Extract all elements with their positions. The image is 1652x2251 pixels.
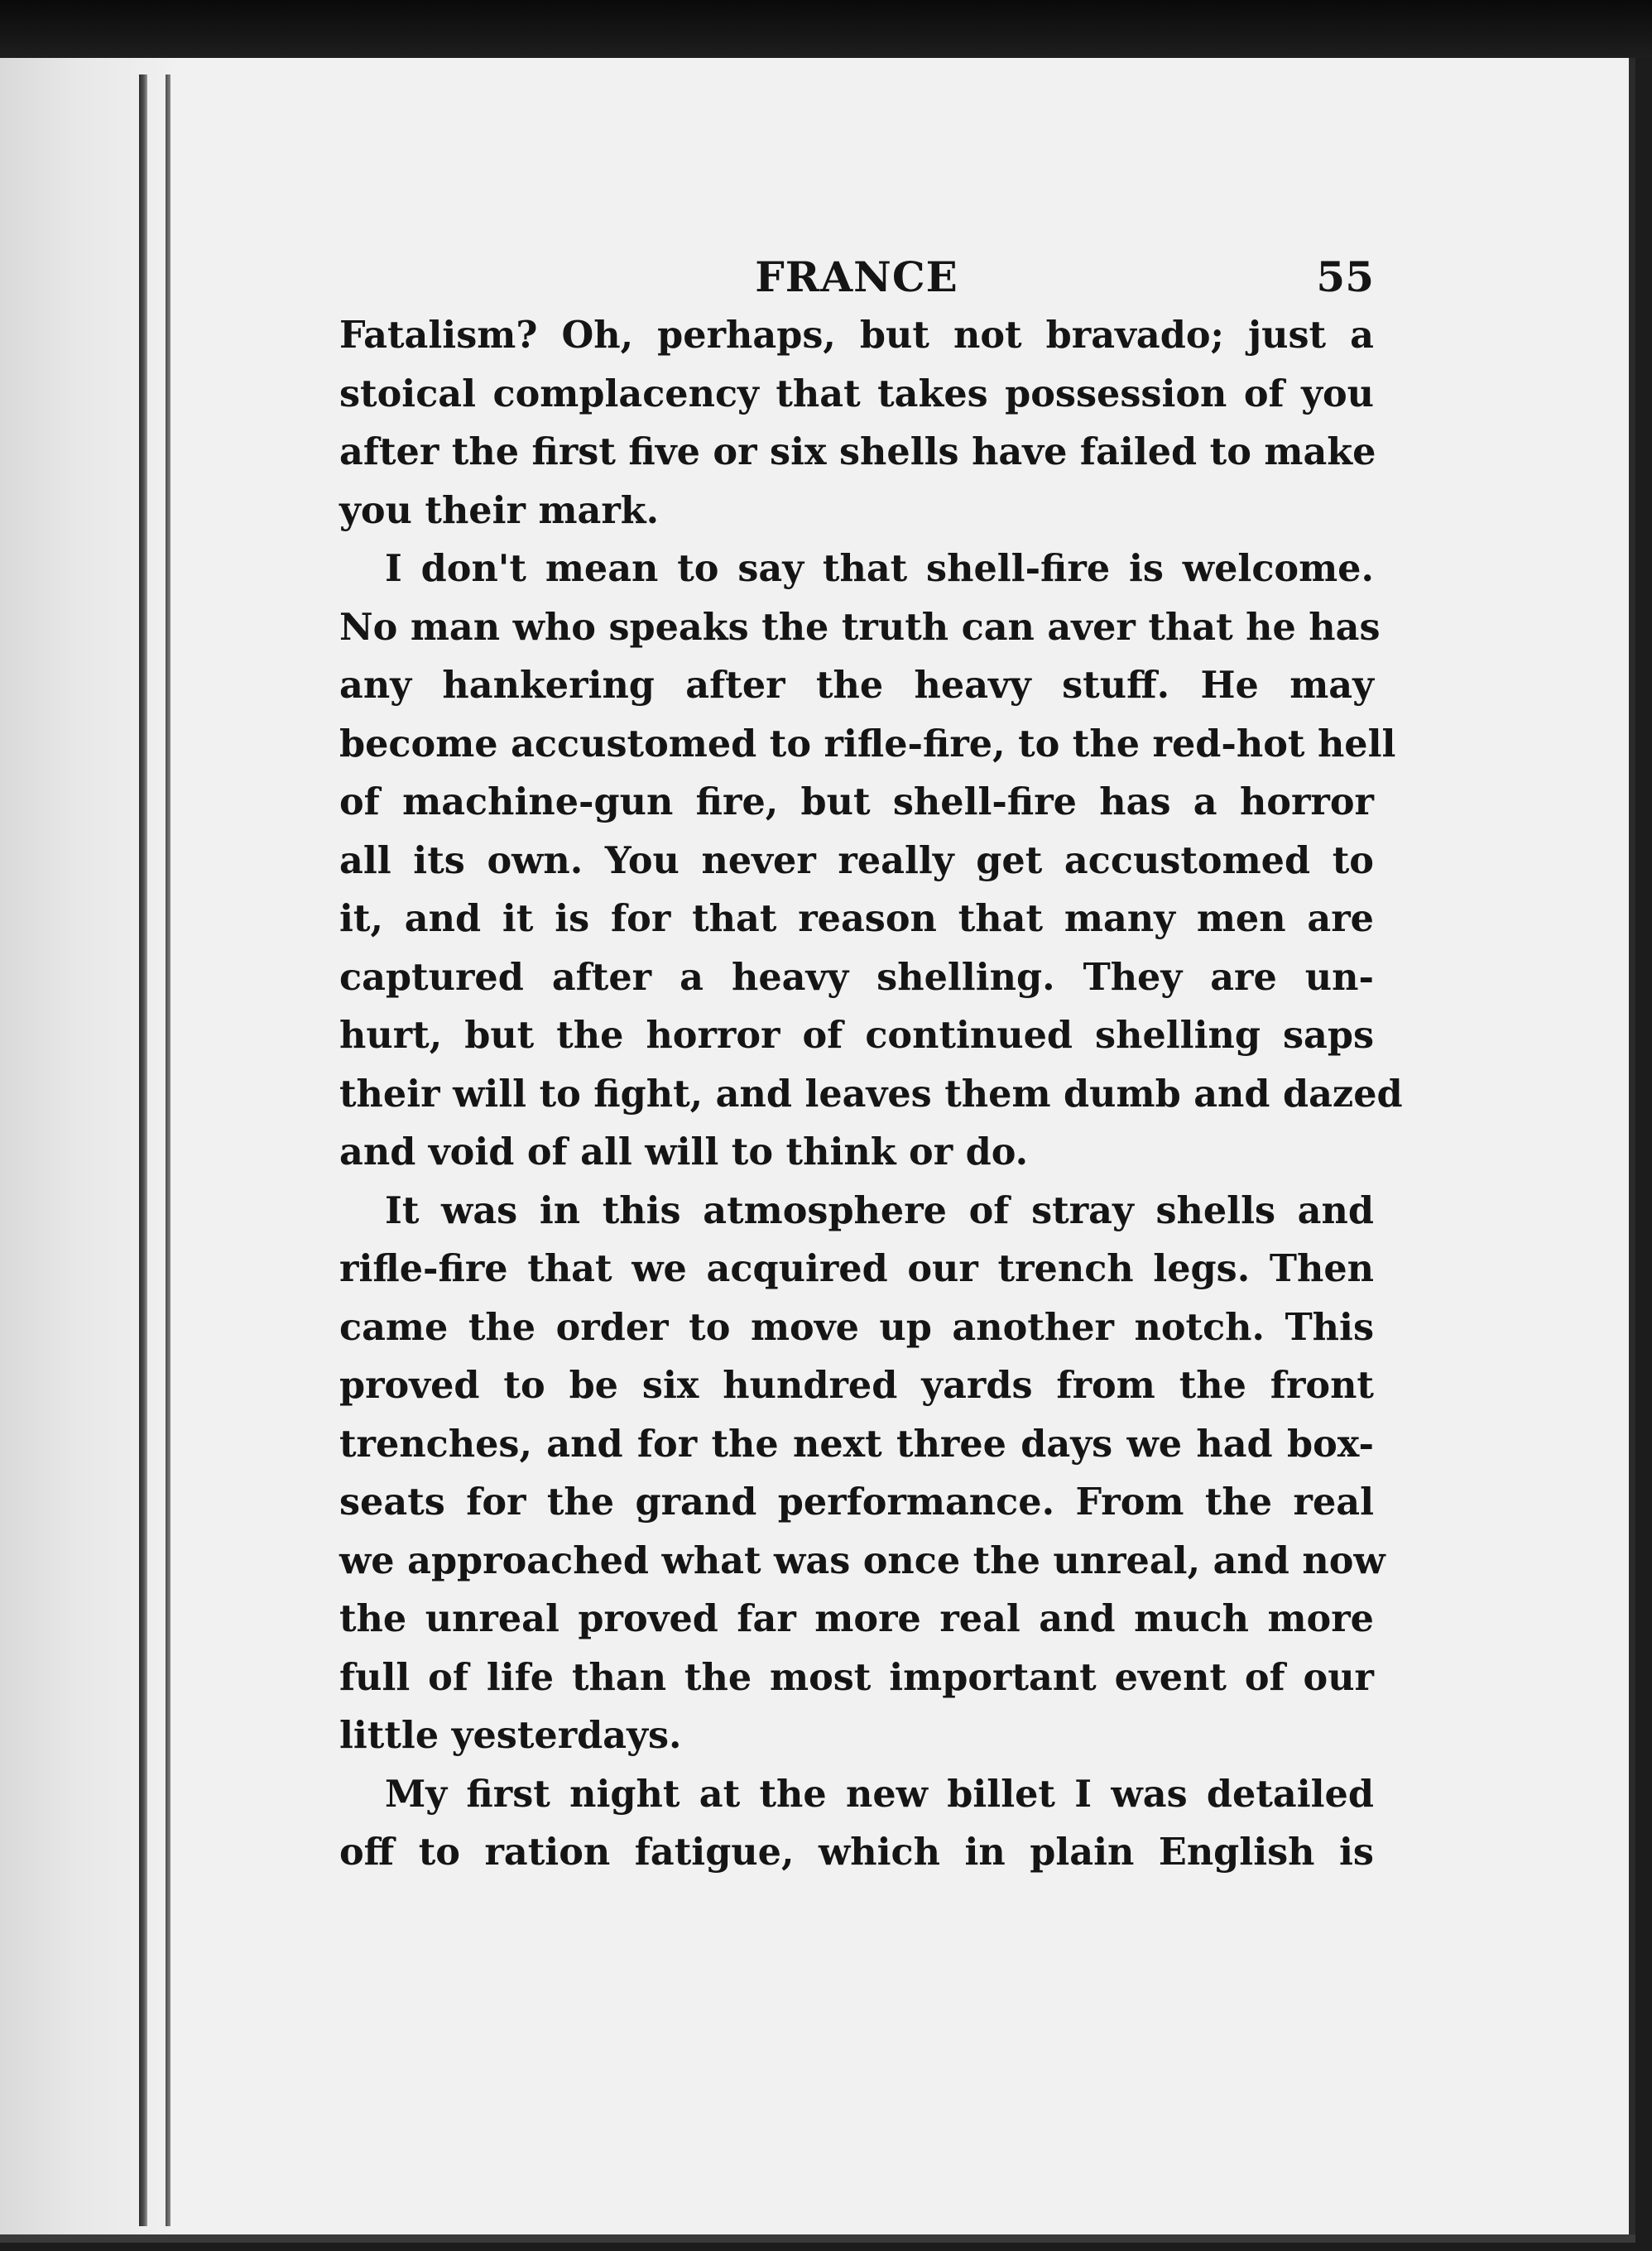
paragraph-3 xyxy=(339,1182,1385,1765)
text-line: it, and it is for that reason that many men are xyxy=(339,897,1374,940)
text-line: hurt, but the horror of continued shelling saps xyxy=(339,1014,1374,1057)
text-line: little yesterdays. xyxy=(339,1714,682,1757)
text-line: their will to fight, and leaves them dumb and dazed xyxy=(339,1072,1403,1116)
running-header xyxy=(339,248,1374,306)
text-line: of machine-gun fire, but shell-fire has a horror xyxy=(339,780,1374,823)
text-line: captured after a heavy shelling. They are un- xyxy=(339,955,1374,999)
text-line: and void of all will to think or do. xyxy=(339,1130,1029,1173)
text-line: become accustomed to rifle-fire, to the red-hot hell xyxy=(339,722,1396,766)
running-title: FRANCE xyxy=(755,252,958,301)
text-line: full of life than the most important event of our xyxy=(339,1655,1374,1699)
text-line: off to ration fatigue, which in plain English is xyxy=(339,1831,1374,1874)
paragraph-4 xyxy=(339,1765,1374,1882)
text-line: all its own. You never really get accustomed to xyxy=(339,838,1374,882)
paragraph-1 xyxy=(339,306,1374,540)
text-line: you their mark. xyxy=(339,488,660,532)
text-line: Fatalism? Oh, perhaps, but not bravado; just a xyxy=(339,314,1374,357)
text-line: any hankering after the heavy stuff. He may xyxy=(339,664,1374,707)
scan-top-shadow xyxy=(0,0,1652,58)
text-line: we approached what was once the unreal, and now xyxy=(339,1538,1385,1582)
text-line: seats for the grand performance. From the real xyxy=(339,1481,1374,1524)
text-line: rifle-fire that we acquired our trench legs. Then xyxy=(339,1247,1374,1290)
text-line: It was in this atmosphere of stray shells and xyxy=(385,1188,1374,1232)
book-spine-edge xyxy=(139,74,147,2226)
paragraph-2 xyxy=(339,540,1403,1182)
text-line: came the order to move up another notch. This xyxy=(339,1305,1374,1349)
page-gutter xyxy=(0,58,174,2243)
text-line: proved to be six hundred yards from the front xyxy=(339,1364,1374,1407)
page-number: 55 xyxy=(1316,252,1374,301)
text-line: I don't mean to say that shell-fire is welcome. xyxy=(385,547,1374,590)
text-line: after the first five or six shells have failed to make xyxy=(339,430,1376,473)
page-text-block xyxy=(339,248,1403,1882)
scan-right-edge xyxy=(1629,58,1635,2243)
text-line: the unreal proved far more real and much more xyxy=(339,1597,1374,1640)
text-line: trenches, and for the next three days we had box- xyxy=(339,1422,1374,1466)
book-spine-edge-inner xyxy=(166,74,170,2226)
text-line: No man who speaks the truth can aver that he has xyxy=(339,605,1381,649)
text-line: My first night at the new billet I was detailed xyxy=(385,1772,1374,1816)
scan-bottom-edge xyxy=(0,2234,1635,2243)
text-line: stoical complacency that takes possession of you xyxy=(339,372,1374,415)
